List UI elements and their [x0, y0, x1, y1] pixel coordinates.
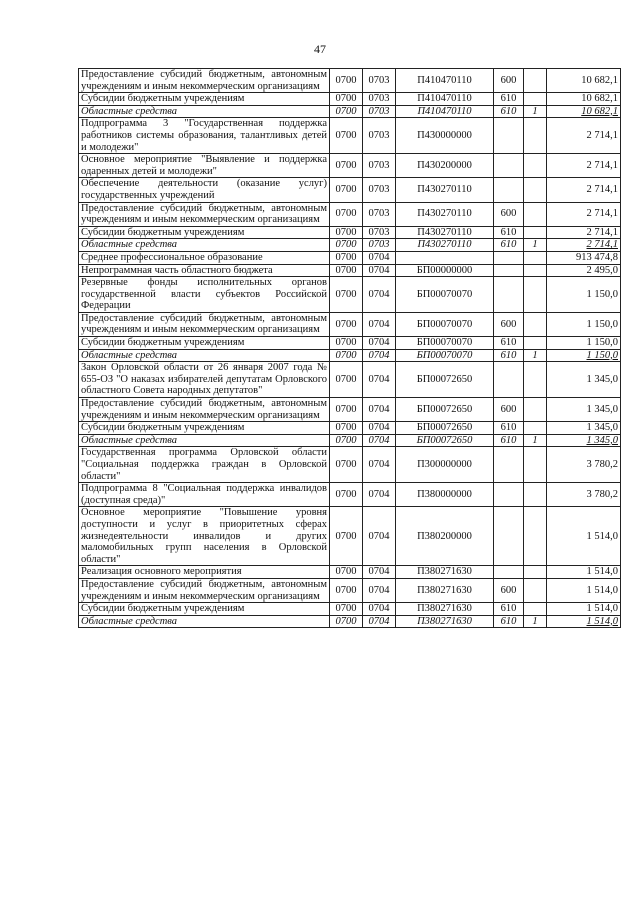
row-name: Областные средства — [79, 349, 330, 362]
row-expense-type: 610 — [494, 226, 524, 239]
row-name: Обеспечение деятельности (оказание услуг) государственных учреждений — [79, 178, 330, 202]
row-expense-type: 610 — [494, 434, 524, 447]
row-target-article: П410470110 — [396, 69, 494, 93]
row-target-article: П430000000 — [396, 118, 494, 154]
table-row — [79, 178, 621, 202]
row-funding-source — [524, 447, 547, 483]
row-section-code: 0700 — [330, 312, 363, 336]
row-expense-type: 610 — [494, 422, 524, 435]
row-amount: 1 345,0 — [547, 398, 621, 422]
row-subsection-code: 0704 — [363, 362, 396, 398]
row-target-article: П380200000 — [396, 507, 494, 566]
row-section-code: 0700 — [330, 202, 363, 226]
row-amount: 1 514,0 — [547, 578, 621, 602]
row-funding-source: 1 — [524, 239, 547, 252]
row-amount: 1 514,0 — [547, 615, 621, 628]
row-name: Областные средства — [79, 615, 330, 628]
row-name: Субсидии бюджетным учреждениям — [79, 603, 330, 616]
row-target-article: П380271630 — [396, 615, 494, 628]
row-section-code: 0700 — [330, 578, 363, 602]
table-row — [79, 603, 621, 616]
row-amount: 1 345,0 — [547, 422, 621, 435]
row-amount: 1 150,0 — [547, 337, 621, 350]
row-name: Областные средства — [79, 434, 330, 447]
row-expense-type — [494, 118, 524, 154]
row-name: Основное мероприятие "Выявление и поддержка одаренных детей и молодежи" — [79, 154, 330, 178]
row-expense-type: 610 — [494, 93, 524, 106]
row-subsection-code: 0704 — [363, 422, 396, 435]
row-amount: 1 150,0 — [547, 312, 621, 336]
row-name: Предоставление субсидий бюджетным, автономным учреждениям и иным некоммерческим организациям — [79, 312, 330, 336]
row-target-article: П380271630 — [396, 578, 494, 602]
row-subsection-code: 0703 — [363, 226, 396, 239]
row-expense-type — [494, 362, 524, 398]
row-section-code: 0700 — [330, 178, 363, 202]
row-subsection-code: 0704 — [363, 251, 396, 264]
row-funding-source — [524, 264, 547, 277]
row-name: Субсидии бюджетным учреждениям — [79, 226, 330, 239]
row-expense-type: 610 — [494, 349, 524, 362]
table-row — [79, 337, 621, 350]
row-amount: 10 682,1 — [547, 69, 621, 93]
row-section-code: 0700 — [330, 93, 363, 106]
row-funding-source — [524, 578, 547, 602]
page-number: 47 — [314, 42, 326, 56]
row-funding-source — [524, 202, 547, 226]
row-subsection-code: 0704 — [363, 264, 396, 277]
row-funding-source: 1 — [524, 615, 547, 628]
row-amount: 1 514,0 — [547, 603, 621, 616]
table-row — [79, 118, 621, 154]
row-name: Областные средства — [79, 239, 330, 252]
row-amount: 1 150,0 — [547, 277, 621, 313]
table-row — [79, 578, 621, 602]
row-subsection-code: 0704 — [363, 434, 396, 447]
row-target-article: БП00070070 — [396, 277, 494, 313]
row-subsection-code: 0704 — [363, 578, 396, 602]
table-row — [79, 69, 621, 93]
table-row — [79, 566, 621, 579]
row-funding-source — [524, 178, 547, 202]
row-target-article: П430200000 — [396, 154, 494, 178]
table-row — [79, 226, 621, 239]
table-row — [79, 483, 621, 507]
row-name: Основное мероприятие "Повышение уровня доступности и услуг в приоритетных сферах жизнедеятельности инвалидов и других маломобильных групп населения в Орловской области" — [79, 507, 330, 566]
row-amount: 913 474,8 — [547, 251, 621, 264]
table-row — [79, 362, 621, 398]
row-subsection-code: 0703 — [363, 105, 396, 118]
table-row — [79, 434, 621, 447]
row-expense-type — [494, 507, 524, 566]
row-amount: 1 345,0 — [547, 434, 621, 447]
row-amount: 2 714,1 — [547, 178, 621, 202]
row-target-article: БП00070070 — [396, 312, 494, 336]
row-target-article: П430270110 — [396, 202, 494, 226]
row-target-article: БП00072650 — [396, 422, 494, 435]
row-name: Предоставление субсидий бюджетным, автономным учреждениям и иным некоммерческим организациям — [79, 69, 330, 93]
row-subsection-code: 0704 — [363, 337, 396, 350]
row-amount: 1 345,0 — [547, 362, 621, 398]
table-row — [79, 93, 621, 106]
row-section-code: 0700 — [330, 447, 363, 483]
row-funding-source — [524, 251, 547, 264]
row-name: Реализация основного мероприятия — [79, 566, 330, 579]
row-funding-source — [524, 337, 547, 350]
row-target-article: П380271630 — [396, 566, 494, 579]
row-funding-source — [524, 69, 547, 93]
row-funding-source — [524, 154, 547, 178]
row-amount: 10 682,1 — [547, 105, 621, 118]
budget-table — [78, 68, 621, 628]
row-amount: 2 714,1 — [547, 154, 621, 178]
row-name: Подпрограмма 8 "Социальная поддержка инвалидов (доступная среда)" — [79, 483, 330, 507]
row-subsection-code: 0704 — [363, 483, 396, 507]
row-name: Областные средства — [79, 105, 330, 118]
row-funding-source — [524, 566, 547, 579]
row-amount: 2 495,0 — [547, 264, 621, 277]
row-target-article: БП00072650 — [396, 434, 494, 447]
row-funding-source — [524, 277, 547, 313]
row-subsection-code: 0703 — [363, 69, 396, 93]
row-subsection-code: 0704 — [363, 603, 396, 616]
row-name: Предоставление субсидий бюджетным, автономным учреждениям и иным некоммерческим организациям — [79, 202, 330, 226]
row-expense-type — [494, 447, 524, 483]
row-section-code: 0700 — [330, 239, 363, 252]
row-amount: 1 514,0 — [547, 566, 621, 579]
row-section-code: 0700 — [330, 362, 363, 398]
row-section-code: 0700 — [330, 349, 363, 362]
table-row — [79, 239, 621, 252]
row-section-code: 0700 — [330, 69, 363, 93]
table-row — [79, 251, 621, 264]
table-row — [79, 507, 621, 566]
row-target-article: БП00000000 — [396, 264, 494, 277]
row-target-article: П410470110 — [396, 93, 494, 106]
row-expense-type — [494, 566, 524, 579]
row-expense-type: 610 — [494, 105, 524, 118]
row-funding-source: 1 — [524, 434, 547, 447]
row-target-article: БП00072650 — [396, 362, 494, 398]
row-amount: 3 780,2 — [547, 447, 621, 483]
row-name: Непрограммная часть областного бюджета — [79, 264, 330, 277]
row-amount: 1 150,0 — [547, 349, 621, 362]
table-row — [79, 264, 621, 277]
row-subsection-code: 0704 — [363, 566, 396, 579]
row-subsection-code: 0703 — [363, 93, 396, 106]
row-target-article: П300000000 — [396, 447, 494, 483]
row-name: Подпрограмма 3 "Государственная поддержка работников системы образования, талантливых детей и молодежи" — [79, 118, 330, 154]
row-subsection-code: 0704 — [363, 277, 396, 313]
row-amount: 2 714,1 — [547, 239, 621, 252]
table-row — [79, 615, 621, 628]
row-subsection-code: 0703 — [363, 239, 396, 252]
row-name: Субсидии бюджетным учреждениям — [79, 93, 330, 106]
row-name: Субсидии бюджетным учреждениям — [79, 422, 330, 435]
row-name: Предоставление субсидий бюджетным, автономным учреждениям и иным некоммерческим организациям — [79, 398, 330, 422]
row-subsection-code: 0703 — [363, 178, 396, 202]
row-target-article: П430270110 — [396, 239, 494, 252]
row-subsection-code: 0703 — [363, 118, 396, 154]
row-expense-type — [494, 154, 524, 178]
table-row — [79, 398, 621, 422]
row-name: Предоставление субсидий бюджетным, автономным учреждениям и иным некоммерческим организациям — [79, 578, 330, 602]
row-expense-type — [494, 264, 524, 277]
row-subsection-code: 0704 — [363, 349, 396, 362]
row-funding-source: 1 — [524, 349, 547, 362]
row-subsection-code: 0704 — [363, 312, 396, 336]
row-name: Государственная программа Орловской области "Социальная поддержка граждан в Орловской области" — [79, 447, 330, 483]
row-name: Субсидии бюджетным учреждениям — [79, 337, 330, 350]
table-row — [79, 277, 621, 313]
row-target-article: П430270110 — [396, 178, 494, 202]
row-funding-source — [524, 93, 547, 106]
row-amount: 2 714,1 — [547, 226, 621, 239]
row-target-article: П410470110 — [396, 105, 494, 118]
row-section-code: 0700 — [330, 105, 363, 118]
row-section-code: 0700 — [330, 251, 363, 264]
row-target-article: БП00070070 — [396, 349, 494, 362]
row-section-code: 0700 — [330, 507, 363, 566]
row-funding-source — [524, 507, 547, 566]
table-row — [79, 202, 621, 226]
row-funding-source: 1 — [524, 105, 547, 118]
row-section-code: 0700 — [330, 277, 363, 313]
row-section-code: 0700 — [330, 483, 363, 507]
row-expense-type: 600 — [494, 398, 524, 422]
row-subsection-code: 0704 — [363, 447, 396, 483]
row-amount: 10 682,1 — [547, 93, 621, 106]
row-target-article: БП00070070 — [396, 337, 494, 350]
row-target-article: БП00072650 — [396, 398, 494, 422]
row-name: Закон Орловской области от 26 января 2007 года № 655-ОЗ "О наказах избирателей депутатам Орловского областного Совета народных депутатов" — [79, 362, 330, 398]
row-section-code: 0700 — [330, 398, 363, 422]
row-section-code: 0700 — [330, 154, 363, 178]
row-funding-source — [524, 483, 547, 507]
row-expense-type — [494, 277, 524, 313]
row-expense-type: 610 — [494, 337, 524, 350]
row-subsection-code: 0703 — [363, 154, 396, 178]
row-section-code: 0700 — [330, 603, 363, 616]
table-row — [79, 105, 621, 118]
row-target-article: П380271630 — [396, 603, 494, 616]
row-expense-type: 600 — [494, 202, 524, 226]
table-row — [79, 154, 621, 178]
table-row — [79, 312, 621, 336]
row-section-code: 0700 — [330, 422, 363, 435]
row-funding-source — [524, 603, 547, 616]
row-amount: 2 714,1 — [547, 118, 621, 154]
row-name: Среднее профессиональное образование — [79, 251, 330, 264]
row-funding-source — [524, 226, 547, 239]
row-target-article — [396, 251, 494, 264]
row-section-code: 0700 — [330, 226, 363, 239]
row-subsection-code: 0704 — [363, 398, 396, 422]
table-row — [79, 422, 621, 435]
row-subsection-code: 0704 — [363, 615, 396, 628]
row-amount: 3 780,2 — [547, 483, 621, 507]
row-subsection-code: 0703 — [363, 202, 396, 226]
row-name: Резервные фонды исполнительных органов государственной власти субъектов Российской Федерации — [79, 277, 330, 313]
row-section-code: 0700 — [330, 337, 363, 350]
row-funding-source — [524, 118, 547, 154]
row-amount: 2 714,1 — [547, 202, 621, 226]
row-expense-type: 600 — [494, 578, 524, 602]
row-funding-source — [524, 398, 547, 422]
table-row — [79, 349, 621, 362]
row-target-article: П430270110 — [396, 226, 494, 239]
row-section-code: 0700 — [330, 566, 363, 579]
row-funding-source — [524, 362, 547, 398]
row-expense-type — [494, 483, 524, 507]
row-expense-type: 610 — [494, 603, 524, 616]
row-expense-type: 610 — [494, 239, 524, 252]
row-expense-type: 610 — [494, 615, 524, 628]
row-expense-type: 600 — [494, 312, 524, 336]
row-section-code: 0700 — [330, 615, 363, 628]
row-section-code: 0700 — [330, 434, 363, 447]
row-expense-type — [494, 178, 524, 202]
row-expense-type: 600 — [494, 69, 524, 93]
table-row — [79, 447, 621, 483]
row-target-article: П380000000 — [396, 483, 494, 507]
row-section-code: 0700 — [330, 264, 363, 277]
row-subsection-code: 0704 — [363, 507, 396, 566]
row-section-code: 0700 — [330, 118, 363, 154]
row-funding-source — [524, 312, 547, 336]
row-amount: 1 514,0 — [547, 507, 621, 566]
row-expense-type — [494, 251, 524, 264]
row-funding-source — [524, 422, 547, 435]
